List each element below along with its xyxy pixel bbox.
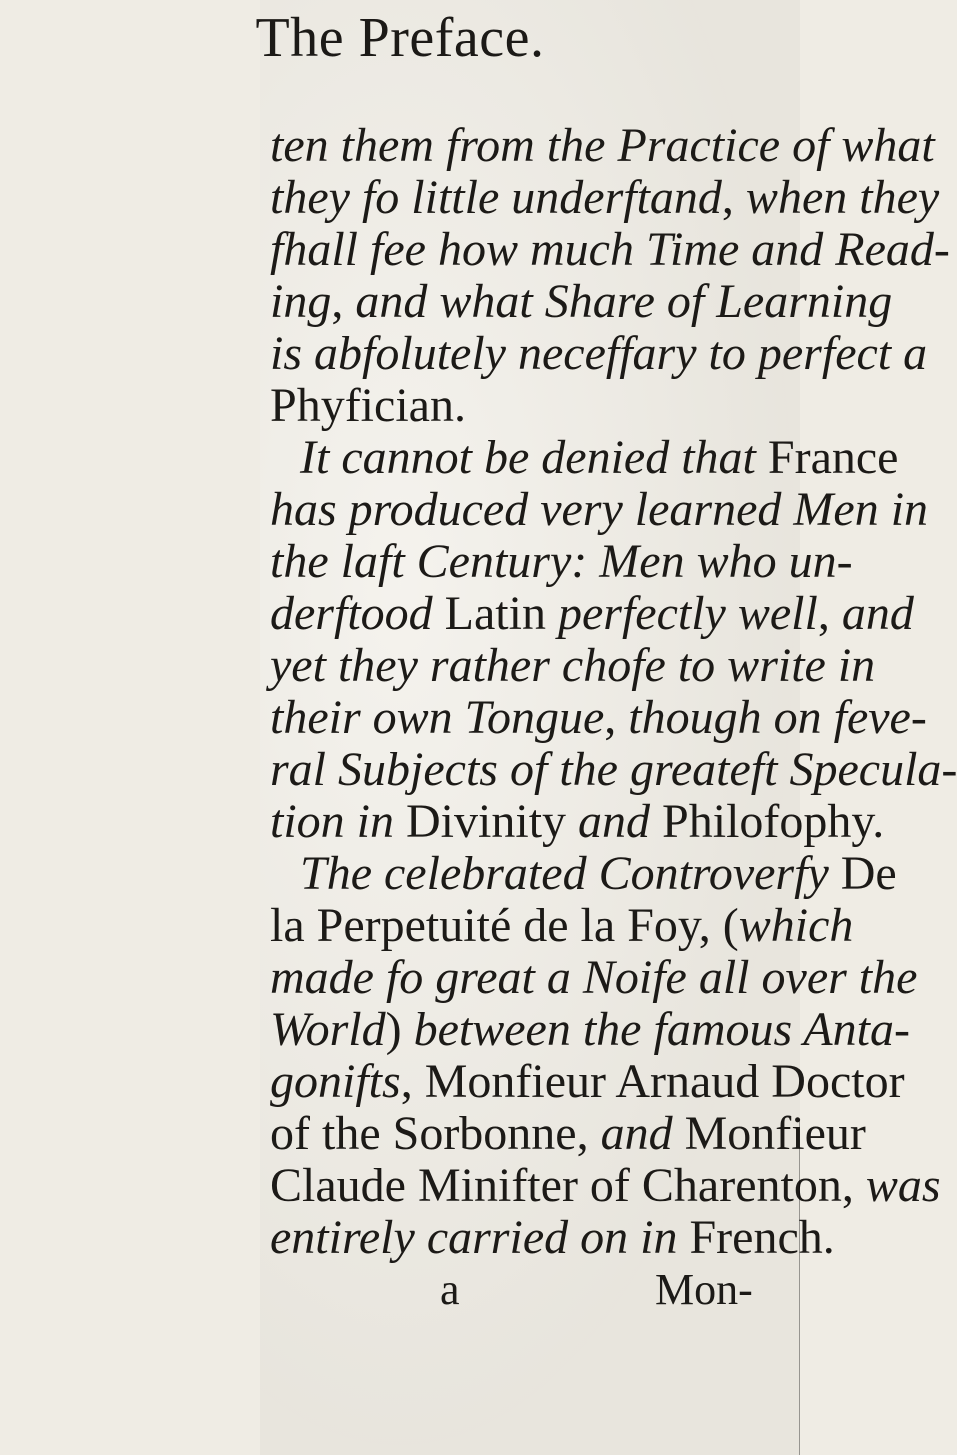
text-segment: though on feve- bbox=[628, 691, 927, 744]
text-segment: ing bbox=[270, 275, 332, 328]
text-segment: when they bbox=[745, 171, 940, 224]
text-line bbox=[270, 483, 929, 536]
text-segment: fhall fee how much Time and Read- bbox=[270, 223, 950, 276]
text-segment: ) bbox=[385, 1003, 414, 1056]
text-segment: It cannot be denied that bbox=[300, 431, 768, 484]
text-line bbox=[270, 743, 957, 796]
text-segment: , Monfieur Arnaud Doctor bbox=[400, 1055, 905, 1108]
text-segment: their own Tongue bbox=[270, 691, 605, 744]
text-segment: Divinity bbox=[406, 795, 579, 848]
text-segment: the laft Century: Men who un- bbox=[270, 535, 853, 588]
text-segment: and bbox=[841, 587, 914, 640]
text-segment: and bbox=[600, 1107, 685, 1160]
text-segment: Philofophy. bbox=[662, 795, 885, 848]
catch-line bbox=[270, 1264, 790, 1316]
page-edge-rule bbox=[799, 1120, 800, 1455]
text-segment: between the famous Anta- bbox=[413, 1003, 910, 1056]
text-segment: has produced very learned Men in bbox=[270, 483, 929, 536]
text-line bbox=[270, 119, 935, 172]
text-segment: , bbox=[721, 171, 746, 224]
text-segment: is abfolutely neceffary to perfect a bbox=[270, 327, 928, 380]
text-line bbox=[270, 951, 918, 1004]
text-segment: ten them from the bbox=[270, 119, 618, 172]
text-line bbox=[270, 795, 885, 848]
text-line bbox=[270, 1107, 866, 1160]
text-segment: , bbox=[817, 587, 842, 640]
text-segment: they fo little underftand bbox=[270, 171, 722, 224]
text-segment: was bbox=[865, 1159, 941, 1212]
text-segment: which bbox=[738, 899, 854, 952]
text-segment: Phyfician. bbox=[270, 379, 466, 432]
running-head: The Preface. bbox=[255, 7, 545, 69]
text-segment: France bbox=[767, 431, 899, 484]
text-segment: and what Share of Learning bbox=[355, 275, 893, 328]
text-segment: gonifts bbox=[270, 1055, 401, 1108]
text-segment: , bbox=[331, 275, 356, 328]
text-line bbox=[270, 1159, 941, 1212]
signature-mark: a bbox=[440, 1265, 460, 1314]
text-line bbox=[270, 171, 940, 224]
text-line bbox=[270, 535, 853, 588]
text-segment: Latin bbox=[444, 587, 558, 640]
text-segment: of the Sorbonne, bbox=[270, 1107, 601, 1160]
text-segment: entirely carried on in bbox=[270, 1211, 690, 1264]
text-line bbox=[270, 431, 899, 484]
text-line bbox=[270, 847, 897, 900]
text-line bbox=[270, 1211, 835, 1264]
text-segment: The celebrated Controverfy bbox=[300, 847, 841, 900]
text-line bbox=[270, 1055, 905, 1108]
text-line bbox=[270, 380, 790, 432]
text-segment: of what bbox=[780, 119, 935, 172]
text-line bbox=[270, 587, 914, 640]
text-segment: , bbox=[604, 691, 629, 744]
text-line bbox=[270, 639, 876, 692]
text-segment: French. bbox=[689, 1211, 835, 1264]
text-line bbox=[270, 223, 950, 276]
text-segment: De bbox=[840, 847, 897, 900]
text-segment: derftood bbox=[270, 587, 445, 640]
text-segment: Claude Minifter of Charenton, bbox=[270, 1159, 866, 1212]
text-line bbox=[270, 691, 927, 744]
text-line bbox=[270, 899, 854, 952]
text-segment: made fo great a Noife all over the bbox=[270, 951, 918, 1004]
text-segment: tion in bbox=[270, 795, 407, 848]
text-line bbox=[270, 275, 893, 328]
text-line bbox=[270, 1003, 910, 1056]
text-segment: Practice bbox=[617, 119, 781, 172]
catchword: Mon- bbox=[655, 1265, 753, 1314]
text-segment: yet they rather chofe to write in bbox=[270, 639, 876, 692]
text-line bbox=[270, 327, 928, 380]
left-margin bbox=[0, 0, 260, 1455]
text-segment: la Perpetuité de la Foy, ( bbox=[270, 899, 739, 952]
text-segment: Monfieur bbox=[684, 1107, 866, 1160]
preface-text bbox=[270, 119, 957, 1316]
text-segment: ral Subjects of the greateft Specula- bbox=[270, 743, 957, 796]
text-segment: World bbox=[270, 1003, 386, 1056]
text-segment: and bbox=[578, 795, 663, 848]
text-segment: perfectly well bbox=[557, 587, 818, 640]
